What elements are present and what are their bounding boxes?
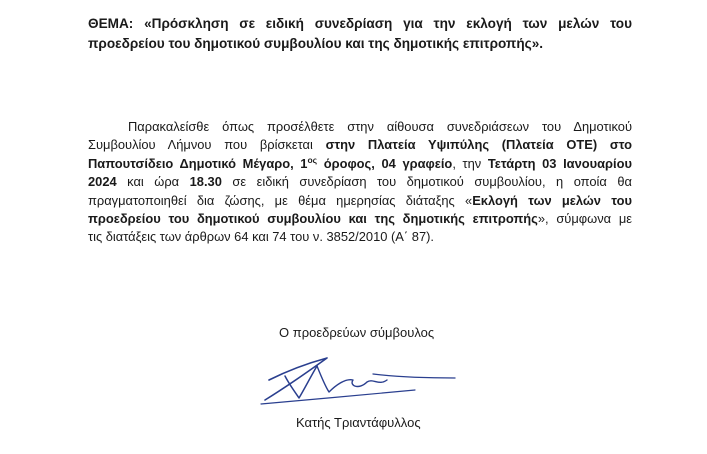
signature-stroke bbox=[373, 374, 455, 378]
signature-stroke bbox=[261, 390, 415, 404]
paragraph-line-3 bbox=[88, 155, 632, 173]
subject-line-1: ΘΕΜΑ: «Πρόσκληση σε ειδική συνεδρίαση για την εκλογή των μελών του bbox=[88, 16, 632, 31]
date-bold: Τετάρτη 03 Ιανουαρίου bbox=[487, 155, 632, 171]
text-run: , την bbox=[452, 155, 482, 171]
text-run: πραγματοποιηθεί δια ζώσης, με θέμα ημερησίας διάταξης « bbox=[88, 192, 473, 208]
text-run: και ώρα bbox=[116, 174, 190, 190]
closing-title: Ο προεδρεύων σύμβουλος bbox=[279, 325, 435, 340]
subject-line-2: προεδρείου του δημοτικού συμβουλίου και της δημοτικής επιτροπής». bbox=[88, 36, 544, 51]
text-run: », σύμφωνα με bbox=[537, 211, 632, 227]
ordinal-superscript: ος bbox=[307, 154, 318, 165]
floor-text: όροφος, 04 γραφείο bbox=[317, 155, 453, 171]
paragraph-line-1 bbox=[88, 118, 632, 136]
signature-stroke bbox=[317, 366, 387, 392]
signature-image bbox=[255, 350, 465, 410]
invitation-paragraph bbox=[88, 118, 632, 247]
paragraph-line-7 bbox=[88, 228, 632, 246]
year-bold: 2024 bbox=[88, 174, 117, 190]
paragraph-line-2 bbox=[88, 136, 632, 154]
subject-heading bbox=[88, 14, 632, 54]
text-run: τις διατάξεις των άρθρων 64 και 74 του ν. 3852/2010 (Α΄ 87). bbox=[88, 229, 434, 245]
signer-name: Κατής Τριαντάφυλλος bbox=[296, 415, 421, 430]
text-run: Συμβουλίου Λήμνου που βρίσκεται bbox=[88, 137, 313, 153]
venue-text: Παπουτσίδειο Δημοτικό Μέγαρο, 1 bbox=[88, 155, 308, 171]
text-run: σε ειδική συνεδρίαση του δημοτικού συμβουλίου, η οποία θα bbox=[221, 174, 632, 190]
paragraph-line-6 bbox=[88, 210, 632, 228]
agenda-bold: προεδρείου του δημοτικού συμβουλίου και της δημοτικής επιτροπής bbox=[88, 211, 538, 227]
paragraph-line-5 bbox=[88, 192, 632, 210]
location-bold: στην Πλατεία Υψιπύλης (Πλατεία ΟΤΕ) στο bbox=[325, 137, 632, 153]
time-bold: 18.30 bbox=[189, 174, 222, 190]
text-run: Παρακαλείσθε όπως προσέλθετε στην αίθουσα συνεδριάσεων του Δημοτικού bbox=[128, 119, 632, 134]
paragraph-line-4 bbox=[88, 173, 632, 191]
venue-bold bbox=[88, 156, 452, 171]
agenda-bold: Εκλογή των μελών του bbox=[472, 192, 632, 208]
